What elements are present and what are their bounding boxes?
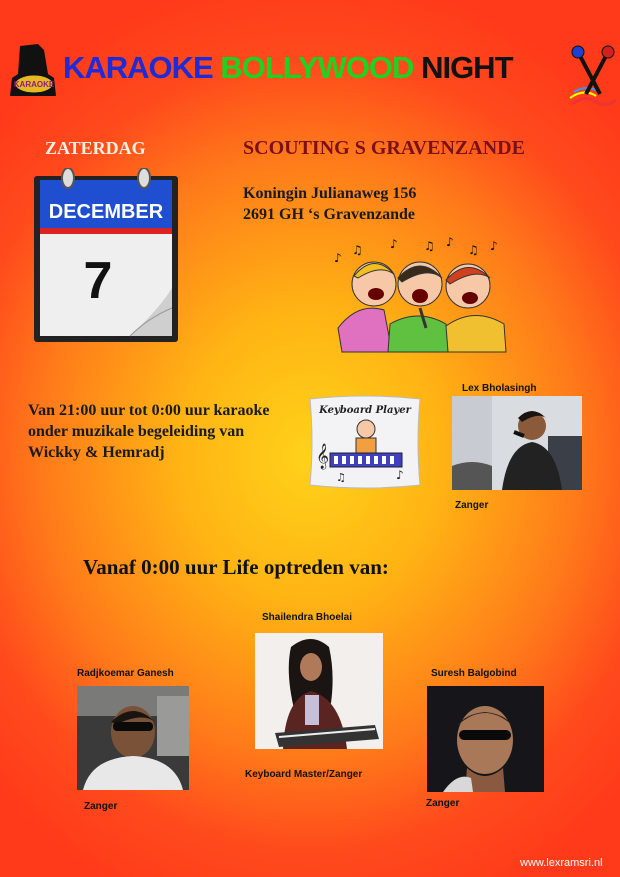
program-line3: Wickky & Hemradj <box>28 444 165 461</box>
singing-kids-icon <box>328 232 513 354</box>
performer-name: Suresh Balgobind <box>431 668 517 679</box>
performer-role: Zanger <box>455 500 489 511</box>
performer-role: Zanger <box>426 798 460 809</box>
address-line2: 2691 GH ‘s Gravenzande <box>243 206 415 223</box>
crossed-microphones-icon <box>566 44 618 108</box>
venue-address <box>243 183 416 225</box>
performer-role: Zanger <box>84 801 118 812</box>
address-line1: Koningin Julianaweg 156 <box>243 185 417 202</box>
live-heading: Vanaf 0:00 uur Life optreden van: <box>83 555 389 579</box>
keyboard-player-icon <box>306 393 424 491</box>
performer-photo <box>427 686 544 792</box>
program-line2: onder muzikale begeleiding van <box>28 423 245 440</box>
title-karaoke: KARAOKE <box>63 50 213 85</box>
svg-text:♫: ♫ <box>424 239 435 253</box>
program-line1: Van 21:00 uur tot 0:00 uur karaoke <box>28 402 270 419</box>
calendar-day: 7 <box>83 252 113 310</box>
page-title <box>63 52 513 83</box>
svg-text:♪: ♪ <box>446 235 454 249</box>
logo-text: KARAOKE <box>13 80 55 89</box>
title-night: NIGHT <box>421 50 513 85</box>
svg-text:♫: ♫ <box>336 471 346 484</box>
karaoke-logo-icon <box>4 40 60 102</box>
performer-role: Keyboard Master/Zanger <box>245 769 363 780</box>
performer-name: Shailendra Bhoelai <box>262 612 353 623</box>
venue-name: SCOUTING S GRAVENZANDE <box>243 137 525 159</box>
svg-text:♪: ♪ <box>490 239 498 253</box>
event-day: ZATERDAG <box>45 138 146 158</box>
performer-name: Lex Bholasingh <box>462 383 537 394</box>
performer-name: Radjkoemar Ganesh <box>77 668 174 679</box>
keyboard-sign: Keyboard Player <box>319 405 411 416</box>
svg-text:♪: ♪ <box>390 237 398 251</box>
performer-photo <box>77 686 189 790</box>
svg-text:♪: ♪ <box>334 251 342 265</box>
calendar-icon <box>30 168 182 344</box>
footer-url[interactable]: www.lexramsri.nl <box>520 857 603 869</box>
svg-text:𝄞: 𝄞 <box>316 444 330 469</box>
title-bollywood: BOLLYWOOD <box>220 50 414 85</box>
svg-text:♫: ♫ <box>352 243 363 257</box>
calendar-month: DECEMBER <box>48 201 164 223</box>
svg-text:♫: ♫ <box>468 243 479 257</box>
performer-photo <box>452 396 582 490</box>
svg-text:♪: ♪ <box>396 468 404 482</box>
performer-photo <box>255 633 383 749</box>
program-description <box>28 400 270 463</box>
